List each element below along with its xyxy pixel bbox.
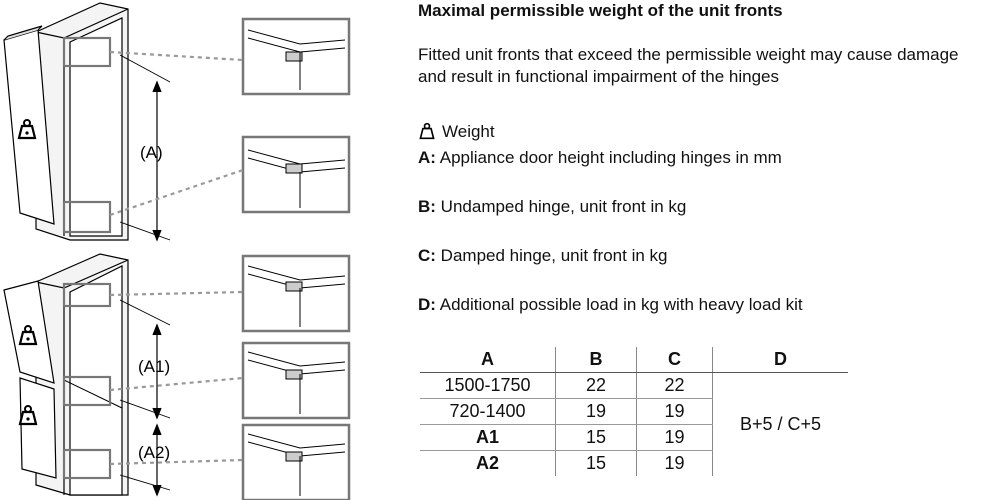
legend-a-key: A: (418, 148, 436, 167)
cell-c: 22 (637, 373, 713, 399)
table-row (420, 373, 848, 399)
cell-a: 1500-1750 (420, 373, 556, 399)
cell-a: 720-1400 (420, 399, 556, 425)
legend-d-text: Additional possible load in kg with heavy load kit (435, 295, 803, 314)
legend-b (418, 196, 686, 218)
legend-b-key: B: (418, 197, 436, 216)
legend-weight (418, 121, 495, 143)
legend-weight-text: Weight (442, 122, 495, 141)
legend-a (418, 147, 782, 169)
weight-icon (418, 122, 436, 140)
cell-c: 19 (637, 399, 713, 425)
header-c: C (637, 347, 713, 373)
legend-a-text: Appliance door height including hinges in mm (435, 148, 782, 167)
cell-a: A2 (420, 451, 556, 477)
dimension-label-a: (A) (140, 143, 163, 162)
cell-a: A1 (420, 425, 556, 451)
cell-b: 22 (556, 373, 637, 399)
section-heading: Maximal permissible weight of the unit fronts (418, 1, 783, 20)
installation-diagram (0, 0, 400, 500)
legend-d (418, 294, 803, 316)
cell-c: 19 (637, 425, 713, 451)
cell-b: 19 (556, 399, 637, 425)
legend-c (418, 245, 667, 267)
cell-b: 15 (556, 451, 637, 477)
intro-paragraph: Fitted unit fronts that exceed the permissible weight may cause damage and result in functional impairment of the hinges (418, 45, 959, 86)
table-header-row (420, 347, 848, 373)
legend-d-key: D: (418, 295, 436, 314)
legend-c-key: C: (418, 246, 436, 265)
dimension-label-a1: (A1) (138, 357, 171, 376)
weight-table (420, 347, 848, 476)
cell-c: 19 (637, 451, 713, 477)
legend-b-text: Undamped hinge, unit front in kg (435, 197, 687, 216)
header-d: D (713, 347, 849, 373)
header-b: B (556, 347, 637, 373)
cell-d: B+5 / C+5 (739, 414, 822, 434)
dimension-label-a2: (A2) (138, 443, 171, 462)
cell-b: 15 (556, 425, 637, 451)
legend-c-text: Damped hinge, unit front in kg (435, 246, 668, 265)
header-a: A (420, 347, 556, 373)
